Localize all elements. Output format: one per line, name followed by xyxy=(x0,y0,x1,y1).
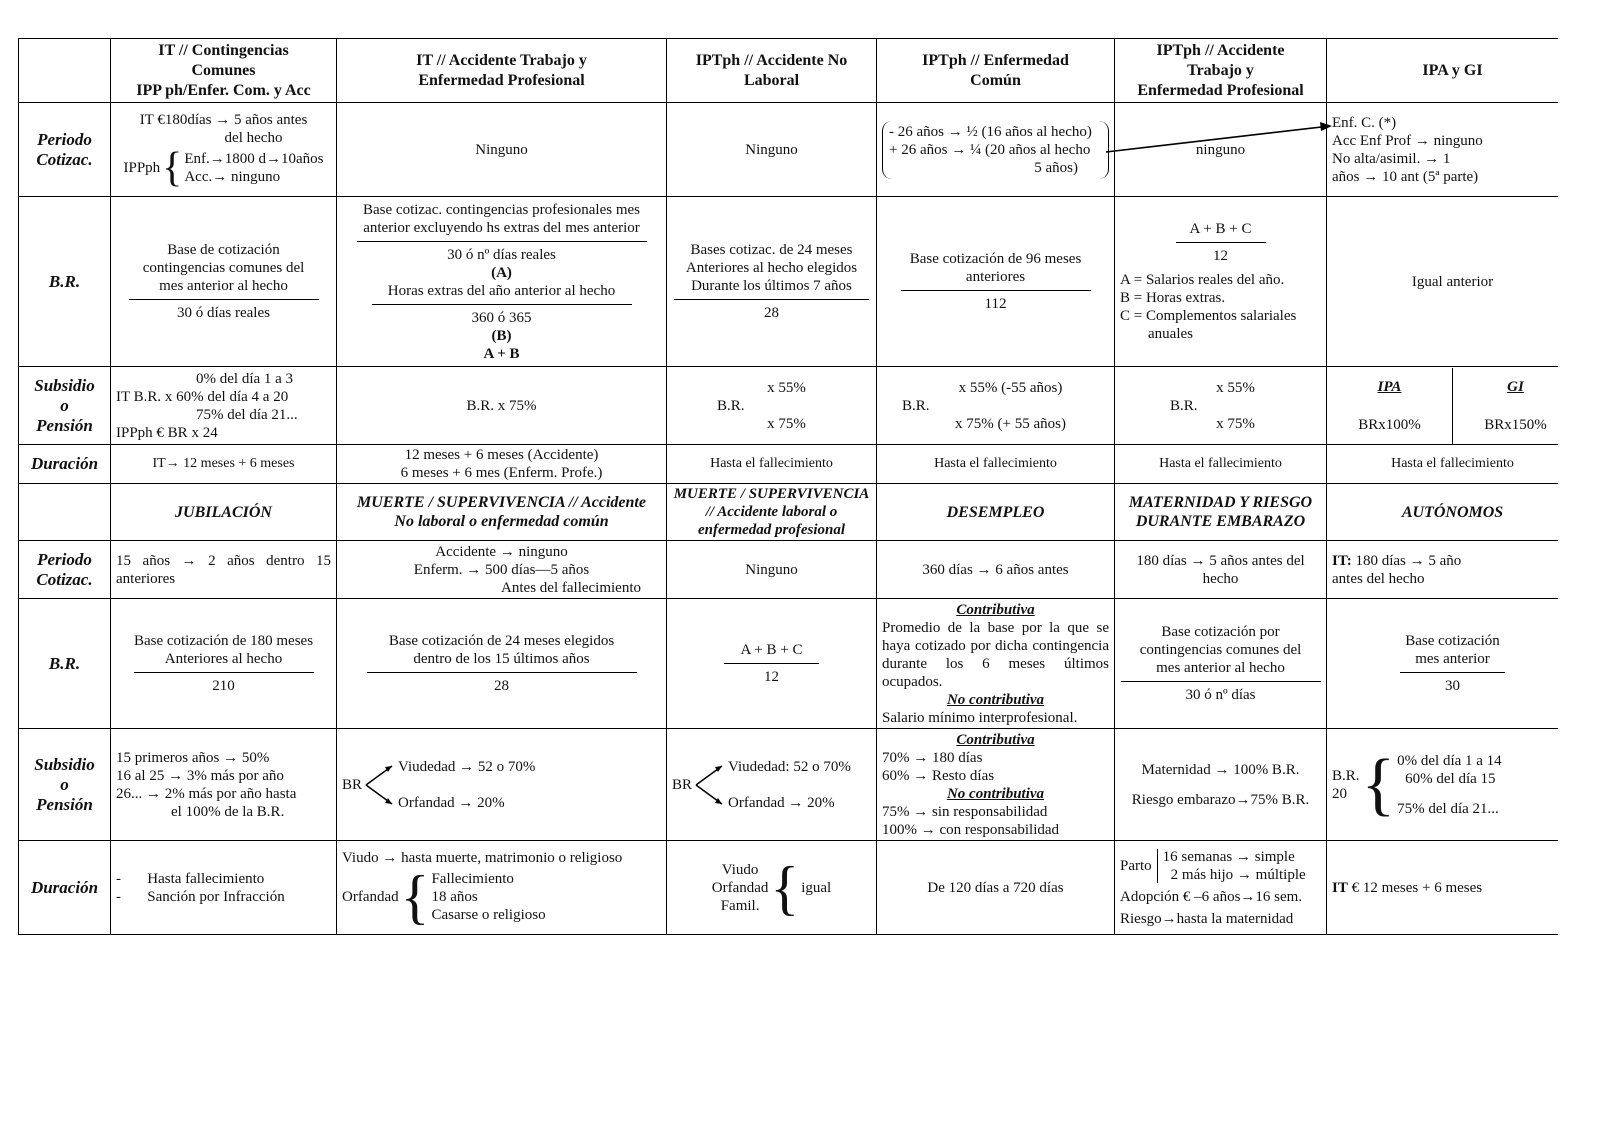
cell-text: 30 ó días reales xyxy=(177,305,270,321)
cell-text: (A) xyxy=(491,264,512,281)
section-muerte-laboral xyxy=(667,484,877,541)
cell-text: Riesgo→hasta la maternidad xyxy=(1120,910,1294,927)
cell-text: Enf. C. (*) xyxy=(1332,114,1397,131)
cell-text: B = Horas extras. xyxy=(1120,290,1226,306)
row-label-periodo xyxy=(19,103,111,197)
row-label-text: Periodo xyxy=(37,129,92,149)
cell-text: Antes del fallecimiento xyxy=(501,579,641,596)
cell-r5-c5 xyxy=(1115,541,1327,599)
section-text: MUERTE / SUPERVIVENCIA xyxy=(673,486,870,502)
cell-text: Hasta fallecimiento xyxy=(147,870,265,887)
cell-text: IT: xyxy=(1332,552,1352,569)
row-duracion-2 xyxy=(19,841,1559,935)
cell-text: IT xyxy=(1332,879,1348,896)
cell-text: 16 al 25 → 3% más por año xyxy=(116,767,284,784)
cell-r5-c6 xyxy=(1327,541,1559,599)
cell-text: Acc Enf Prof → ninguno xyxy=(1332,132,1483,149)
cell-r7-c5 xyxy=(1115,729,1327,841)
cell-text: Accidente → ninguno xyxy=(435,543,568,560)
cell-text: Enferm. → 500 días—5 años xyxy=(413,561,590,578)
section-text: DURANTE EMBARAZO xyxy=(1135,513,1306,530)
fraction-line xyxy=(134,672,314,673)
cell-r8-c1: - Hasta fallecimiento - Sanción por Infracción xyxy=(111,841,337,935)
cell-text: 180 días → 5 año xyxy=(1351,552,1462,569)
section-text: enfermedad profesional xyxy=(697,522,846,538)
cell-r2-c4 xyxy=(877,197,1115,367)
cell-text: contingencias comunes del xyxy=(142,260,305,276)
no-contributiva-heading: No contributiva xyxy=(946,691,1045,708)
cell-text: 12 xyxy=(1213,248,1228,264)
cell-text: B.R. xyxy=(717,397,745,414)
cell-text: Salario mínimo interprofesional. xyxy=(882,709,1078,726)
cell-r4-c3: Hasta el fallecimiento xyxy=(667,445,877,484)
header-text: IPTph // Accidente No xyxy=(695,51,848,69)
cell-r2-c3 xyxy=(667,197,877,367)
cell-r6-c6 xyxy=(1327,599,1559,729)
cell-r1-c4 xyxy=(877,103,1115,197)
cell-text: 360 ó 365 xyxy=(471,309,532,326)
header-text: Enfermedad Profesional xyxy=(1137,81,1304,99)
cell-r1-c3: Ninguno xyxy=(667,103,877,197)
row-label-periodo-2 xyxy=(19,541,111,599)
cell-text: 60% del día 15 xyxy=(1405,770,1496,787)
cell-r5-c2 xyxy=(337,541,667,599)
corner-cell xyxy=(19,39,111,103)
cell-text: 60% del día 4 a 20 xyxy=(176,388,289,405)
cell-text: BRx100% xyxy=(1358,416,1421,433)
header-text: Comunes xyxy=(191,61,256,79)
cell-r7-c1 xyxy=(111,729,337,841)
fraction-line xyxy=(357,241,647,242)
header-text: IPTph // Accidente xyxy=(1156,41,1285,59)
row-subsidio-2 xyxy=(19,729,1559,841)
cell-text: del hecho xyxy=(224,129,283,146)
cell-text: B.R. xyxy=(902,397,930,414)
cell-r3-c5 xyxy=(1115,367,1327,445)
row-label-text: o xyxy=(60,395,69,415)
fraction-line xyxy=(1176,242,1266,243)
cell-text: B.R. xyxy=(1332,767,1360,784)
row-label-br-2: B.R. xyxy=(19,599,111,729)
header-text: IT // Accidente Trabajo y xyxy=(416,51,587,69)
cell-r3-c3 xyxy=(667,367,877,445)
cell-r2-c1 xyxy=(111,197,337,367)
section-corner-cell xyxy=(19,484,111,541)
cell-r6-c3 xyxy=(667,599,877,729)
header-it-accidente xyxy=(337,39,667,103)
header-iptph-accidente-trabajo xyxy=(1115,39,1327,103)
cell-text: BRx150% xyxy=(1484,416,1547,433)
cell-text: 75% → sin responsabilidad xyxy=(882,803,1048,820)
header-text: IT // Contingencias xyxy=(158,41,289,59)
no-contributiva-heading: No contributiva xyxy=(946,785,1045,802)
cell-r7-c3 xyxy=(667,729,877,841)
row-label-text: Cotizac. xyxy=(36,569,93,589)
row-label-text: Subsidio xyxy=(34,754,95,774)
cell-text: - 26 años → ½ (16 años al hecho) xyxy=(889,123,1092,140)
cell-text: 15 primeros años → 50% xyxy=(116,749,270,766)
header-text: Enfermedad Profesional xyxy=(418,71,585,89)
cell-r5-c1: 15 años → 2 años dentro 15 anteriores xyxy=(111,541,337,599)
cell-r6-c1 xyxy=(111,599,337,729)
brace-icon: { xyxy=(1361,745,1396,823)
cell-text: x 75% xyxy=(767,415,806,432)
cell-r4-c5: Hasta el fallecimiento xyxy=(1115,445,1327,484)
header-iptph-no-laboral xyxy=(667,39,877,103)
cell-text: 75% del día 21... xyxy=(196,406,298,423)
cell-r2-c2 xyxy=(337,197,667,367)
fraction-line xyxy=(674,299,869,300)
cell-text: 5 años) xyxy=(1034,159,1078,176)
cell-text: 12 meses + 6 meses (Accidente) xyxy=(404,447,599,463)
ipa-label: IPA xyxy=(1377,378,1402,395)
cell-r3-c6 xyxy=(1327,367,1559,445)
cell-text: Adopción € –6 años→16 sem. xyxy=(1120,888,1303,905)
cell-text: x 55% (-55 años) xyxy=(958,379,1063,396)
cell-text: Base cotizac. contingencias profesionales mes xyxy=(363,201,640,218)
cell-text: Base de cotización xyxy=(167,242,280,258)
cell-text: 210 xyxy=(212,678,235,694)
cell-text: 112 xyxy=(984,296,1007,312)
cell-text: Viudo xyxy=(721,861,759,878)
cell-r8-c4: De 120 días a 720 días xyxy=(877,841,1115,935)
cell-text: Anteriores al hecho xyxy=(164,651,283,667)
row-label-text: o xyxy=(60,774,69,794)
cell-text: antes del hecho xyxy=(1332,570,1425,587)
cell-text: Base cotización de 96 meses xyxy=(909,251,1082,267)
cell-r7-c6 xyxy=(1327,729,1559,841)
cell-text: € 12 meses + 6 meses xyxy=(1347,879,1483,896)
cell-text: A + B + C xyxy=(740,642,803,658)
row-label-duracion: Duración xyxy=(19,445,111,484)
cell-r7-c2 xyxy=(337,729,667,841)
cell-r3-c1 xyxy=(111,367,337,445)
cell-text: anuales xyxy=(1148,326,1193,342)
section-muerte-no-laboral xyxy=(337,484,667,541)
header-text: Común xyxy=(970,71,1021,89)
cell-text: Viudo → hasta muerte, matrimonio o religioso xyxy=(342,849,623,866)
fraction-line xyxy=(1121,681,1321,682)
branch-arrow-icon xyxy=(364,760,396,810)
cell-text: 60% → Resto días xyxy=(882,767,995,784)
cell-text: 30 xyxy=(1445,678,1460,694)
cell-r5-c3: Ninguno xyxy=(667,541,877,599)
cell-r4-c4: Hasta el fallecimiento xyxy=(877,445,1115,484)
cell-text: IPPph xyxy=(123,159,161,176)
gi-label: GI xyxy=(1507,378,1524,395)
header-it-contingencias xyxy=(111,39,337,103)
section-text: MUERTE / SUPERVIVENCIA // Accidente xyxy=(357,494,646,511)
cell-text: Enf.→1800 d→10años xyxy=(184,150,324,167)
row-subsidio-1 xyxy=(19,367,1559,445)
cell-text: igual xyxy=(801,879,832,896)
cell-text: el 100% de la B.R. xyxy=(171,803,285,820)
cell-r1-c5: ninguno xyxy=(1115,103,1327,197)
cell-r1-c6 xyxy=(1327,103,1559,197)
cell-r4-c1: IT→ 12 meses + 6 meses xyxy=(111,445,337,484)
cell-text: Horas extras del año anterior al hecho xyxy=(387,282,616,299)
row-br-2 xyxy=(19,599,1559,729)
summary-sheet xyxy=(18,38,1558,968)
section-header-row xyxy=(19,484,1559,541)
header-text: IPP ph/Enfer. Com. y Acc xyxy=(136,81,311,99)
cell-r8-c2 xyxy=(337,841,667,935)
cell-text: BR xyxy=(672,776,693,793)
fraction-line xyxy=(1400,672,1505,673)
cell-text: (B) xyxy=(491,327,512,344)
fraction-line xyxy=(372,304,632,305)
cell-text: Base cotización por xyxy=(1161,624,1280,640)
cell-text: anterior excluyendo hs extras del mes anterior xyxy=(363,219,640,236)
cell-text: 100% → con responsabilidad xyxy=(882,821,1060,838)
cell-r1-c2: Ninguno xyxy=(337,103,667,197)
cell-text: A = Salarios reales del año. xyxy=(1120,272,1285,288)
cell-r1-c1 xyxy=(111,103,337,197)
cell-r8-c3 xyxy=(667,841,877,935)
cell-text: Parto xyxy=(1120,857,1152,874)
cell-text: Orfandad xyxy=(342,888,399,905)
bracket-box xyxy=(882,121,1109,179)
cell-text: Bases cotizac. de 24 meses xyxy=(690,242,853,258)
cell-text: Casarse o religioso xyxy=(431,906,546,923)
cell-r3-c4 xyxy=(877,367,1115,445)
cell-text: x 55% xyxy=(1216,379,1255,396)
header-text: Trabajo y xyxy=(1187,61,1254,79)
cell-text: A + B + C xyxy=(1189,221,1252,237)
cell-text: C = Complementos salariales xyxy=(1120,308,1297,324)
cell-r7-c4 xyxy=(877,729,1115,841)
cell-text: Base cotización de 24 meses elegidos xyxy=(388,633,615,649)
brace-icon: { xyxy=(162,144,183,191)
cell-text: 180 días → 5 años antes del xyxy=(1136,552,1305,569)
cell-r8-c5 xyxy=(1115,841,1327,935)
cell-text: B.R. xyxy=(1170,397,1198,414)
cell-text: Promedio de la base por la que se haya cotizado por dicha contingencia durante los 6 meses últimos ocupados. xyxy=(882,619,1109,690)
cell-text: x 75% (+ 55 años) xyxy=(955,415,1066,432)
cell-text: Famil. xyxy=(720,897,760,914)
cell-text: 26... → 2% más por año hasta xyxy=(116,785,297,802)
cell-text: B.R. x xyxy=(133,388,173,405)
cell-text: Orfandad → 20% xyxy=(398,794,505,811)
section-text: MATERNIDAD Y RIESGO xyxy=(1128,494,1313,511)
cell-text: A + B xyxy=(483,345,520,362)
cell-text: años → 10 ant (5ª parte) xyxy=(1332,168,1479,185)
cell-text: + 26 años → ¼ (20 años al hecho xyxy=(889,141,1091,158)
cell-text: anteriores xyxy=(965,269,1026,285)
row-label-text: Pensión xyxy=(36,794,93,814)
brace-icon: { xyxy=(400,863,430,930)
fraction-line xyxy=(901,290,1091,291)
cell-text: IT xyxy=(116,388,130,405)
fraction-line xyxy=(367,672,637,673)
cell-text: Riesgo embarazo→75% B.R. xyxy=(1131,791,1310,808)
cell-r5-c4: 360 días → 6 años antes xyxy=(877,541,1115,599)
cell-text: BR xyxy=(342,776,363,793)
cell-text: 20 xyxy=(1332,785,1347,802)
cell-text: Viudedad: 52 o 70% xyxy=(728,758,851,775)
cell-text: IT €180días → 5 años antes xyxy=(139,111,308,128)
row-label-br: B.R. xyxy=(19,197,111,367)
row-label-text: Pensión xyxy=(36,415,93,435)
cell-text: mes anterior al hecho xyxy=(1156,660,1285,676)
cell-text: Maternidad → 100% B.R. xyxy=(1141,761,1300,778)
cell-text: 18 años xyxy=(431,888,478,905)
header-row xyxy=(19,39,1559,103)
cell-text: mes anterior xyxy=(1415,651,1490,667)
brace-icon: { xyxy=(770,854,800,921)
section-autonomos: AUTÓNOMOS xyxy=(1327,484,1559,541)
section-text: No laboral o enfermedad común xyxy=(394,513,609,530)
benefits-table xyxy=(18,38,1558,935)
row-label-text: Subsidio xyxy=(34,375,95,395)
cell-r6-c5 xyxy=(1115,599,1327,729)
row-periodo-2 xyxy=(19,541,1559,599)
cell-text: 30 ó nº días reales xyxy=(447,246,556,263)
section-desempleo: DESEMPLEO xyxy=(877,484,1115,541)
cell-text: x 75% xyxy=(1216,415,1255,432)
cell-text: 0% del día 1 a 14 xyxy=(1397,752,1502,769)
cell-text: No alta/asimil. → 1 xyxy=(1332,150,1451,167)
cell-text: dentro de los 15 últimos años xyxy=(413,651,590,667)
header-text: IPTph // Enfermedad xyxy=(922,51,1069,69)
branch-arrow-icon xyxy=(694,760,726,810)
cell-r4-c2 xyxy=(337,445,667,484)
row-label-subsidio-2 xyxy=(19,729,111,841)
cell-r6-c4 xyxy=(877,599,1115,729)
row-periodo-1 xyxy=(19,103,1559,197)
cell-text: Fallecimiento xyxy=(431,870,514,887)
header-text: Laboral xyxy=(743,71,800,89)
row-label-text: Periodo xyxy=(37,549,92,569)
row-label-text: Cotizac. xyxy=(36,149,93,169)
cell-text: 75% del día 21... xyxy=(1397,800,1499,817)
cell-text: Acc.→ ninguno xyxy=(184,168,281,185)
cell-text: 28 xyxy=(494,678,509,694)
cell-r6-c2 xyxy=(337,599,667,729)
row-label-duracion-2: Duración xyxy=(19,841,111,935)
cell-text: 0% del día 1 a 3 xyxy=(196,370,294,387)
fraction-line xyxy=(129,299,319,300)
cell-text: hecho xyxy=(1202,570,1239,587)
header-ipa-gi: IPA y GI xyxy=(1327,39,1559,103)
section-jubilacion: JUBILACIÓN xyxy=(111,484,337,541)
cell-text: 30 ó nº días xyxy=(1185,687,1256,703)
cell-text: Viudedad → 52 o 70% xyxy=(398,758,536,775)
header-iptph-enfermedad xyxy=(877,39,1115,103)
cell-text: Durante los últimos 7 años xyxy=(691,278,852,294)
cell-text: mes anterior al hecho xyxy=(159,278,288,294)
cell-text: 6 meses + 6 mes (Enferm. Profe.) xyxy=(400,465,603,481)
row-label-subsidio xyxy=(19,367,111,445)
cell-r8-c6 xyxy=(1327,841,1559,935)
contributiva-heading: Contributiva xyxy=(956,601,1035,618)
fraction-line xyxy=(724,663,819,664)
cell-text: IPPph € BR x 24 xyxy=(116,424,218,441)
cell-text: Orfandad → 20% xyxy=(728,794,835,811)
cell-r3-c2: B.R. x 75% xyxy=(337,367,667,445)
cell-r4-c6: Hasta el fallecimiento xyxy=(1327,445,1559,484)
cell-text: Anteriores al hecho elegidos xyxy=(685,260,858,276)
cell-text: 28 xyxy=(764,305,779,321)
contributiva-heading: Contributiva xyxy=(956,731,1035,748)
cell-text: 70% → 180 días xyxy=(882,749,983,766)
section-text: // Accidente laboral o xyxy=(705,504,838,520)
cell-r2-c6: Igual anterior xyxy=(1327,197,1559,367)
cell-text: 2 más hijo → múltiple xyxy=(1170,866,1306,883)
cell-text: Base cotización xyxy=(1405,633,1500,649)
cell-text: Base cotización de 180 meses xyxy=(133,633,314,649)
cell-r2-c5 xyxy=(1115,197,1327,367)
cell-text: Sanción por Infracción xyxy=(147,888,285,905)
cell-text: Orfandad xyxy=(711,879,769,896)
cell-text: x 55% xyxy=(767,379,806,396)
cell-text: 16 semanas → simple xyxy=(1162,848,1295,865)
row-duracion-1 xyxy=(19,445,1559,484)
section-maternidad xyxy=(1115,484,1327,541)
row-br-1 xyxy=(19,197,1559,367)
cell-text: contingencias comunes del xyxy=(1139,642,1302,658)
cell-text: 12 xyxy=(764,669,779,685)
